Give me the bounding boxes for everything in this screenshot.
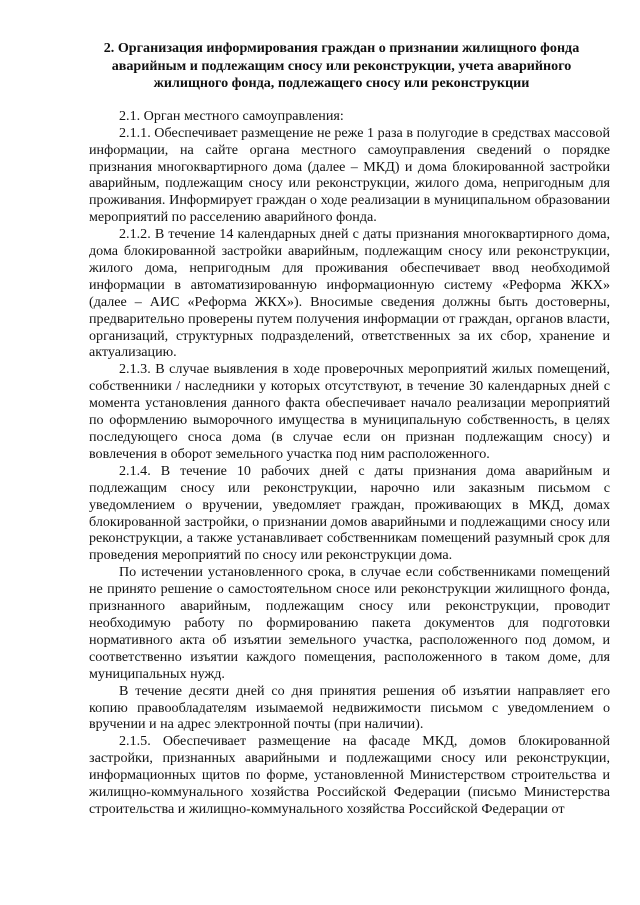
- section-title: 2. Организация информирования граждан о признании жилищного фонда аварийным и подлежащим сносу или реконструкции, учета аварийного жилищного фонда, подлежащего сносу или реконструкции: [103, 40, 580, 92]
- paragraph-2-1-5: 2.1.5. Обеспечивает размещение на фасаде МКД, домов блокированной застройки, признанных аварийными и подлежащими сносу или реконструкции, информационных щитов по форме, установленной Министерством строительства и жилищно-коммунального хозяйства Российской Федерации (письмо Министерства строительства и жилищно-коммунального хозяйства Российской Федерации от: [89, 733, 610, 817]
- paragraph-2-1: 2.1. Орган местного самоуправления:: [119, 107, 344, 124]
- paragraph-expiry-of-term: По истечении установленного срока, в случае если собственниками помещений не принято решение о самостоятельном сносе или реконструкции жилищного фонда, признанного аварийным, подлежащим сносу или реконструкции, проводит необходимую работу по формированию пакета документов для подготовки нормативного акта об изъятии земельного участка, расположенного под домом, и соответственно изъятии каждого помещения, расположенного в таком доме, для муниципальных нужд.: [89, 564, 610, 682]
- paragraph-2-1-2: 2.1.2. В течение 14 календарных дней с даты признания многоквартирного дома, дома блокированной застройки аварийным, подлежащим сносу или реконструкции, жилого дома, непригодным для проживания обеспечивает ввод необходимой информации в автоматизированную информационную систему «Реформа ЖКХ» (далее – АИС «Реформа ЖКХ»). Вносимые сведения должны быть достоверны, предварительно проверены путем получения информации от граждан, органов власти, организаций, структурных подразделений, ответственных за их сбор, хранение и актуализацию.: [89, 226, 610, 361]
- paragraph-ten-days: В течение десяти дней со дня принятия решения об изъятии направляет его копию правообладателям изымаемой недвижимости письмом с уведомлением о вручении и на адрес электронной почты (при наличии).: [89, 682, 610, 733]
- paragraph-2-1-1: 2.1.1. Обеспечивает размещение не реже 1 раза в полугодие в средствах массовой информации, на сайте органа местного самоуправления сведений о порядке признания многоквартирного дома (далее – МКД) и дома блокированной застройки аварийным, подлежащим сносу или реконструкции, жилого дома, непригодным для проживания. Информирует граждан о ходе реализации в муниципальном образовании мероприятий по расселению аварийного фонда.: [89, 124, 610, 226]
- paragraph-2-1-4: 2.1.4. В течение 10 рабочих дней с даты признания дома аварийным и подлежащим сносу или реконструкции, нарочно или заказным письмом с уведомлением о вручении, уведомляет граждан, проживающих в МКД, домах блокированной застройки, о признании домов аварийными и подлежащими сносу или реконструкции, а также устанавливает собственникам помещений разумный срок для проведения мероприятий по сносу или реконструкции дома.: [89, 462, 610, 564]
- paragraph-2-1-3: 2.1.3. В случае выявления в ходе проверочных мероприятий жилых помещений, собственники / наследники у которых отсутствуют, в течение 30 календарных дней с момента установления данного факта обеспечивает начало реализации мероприятий по оформлению выморочного имущества в муниципальную собственность, в целях последующего сноса дома (в случае если он признан подлежащим сносу) и вовлечения в оборот земельного участка под ним расположенного.: [89, 361, 610, 462]
